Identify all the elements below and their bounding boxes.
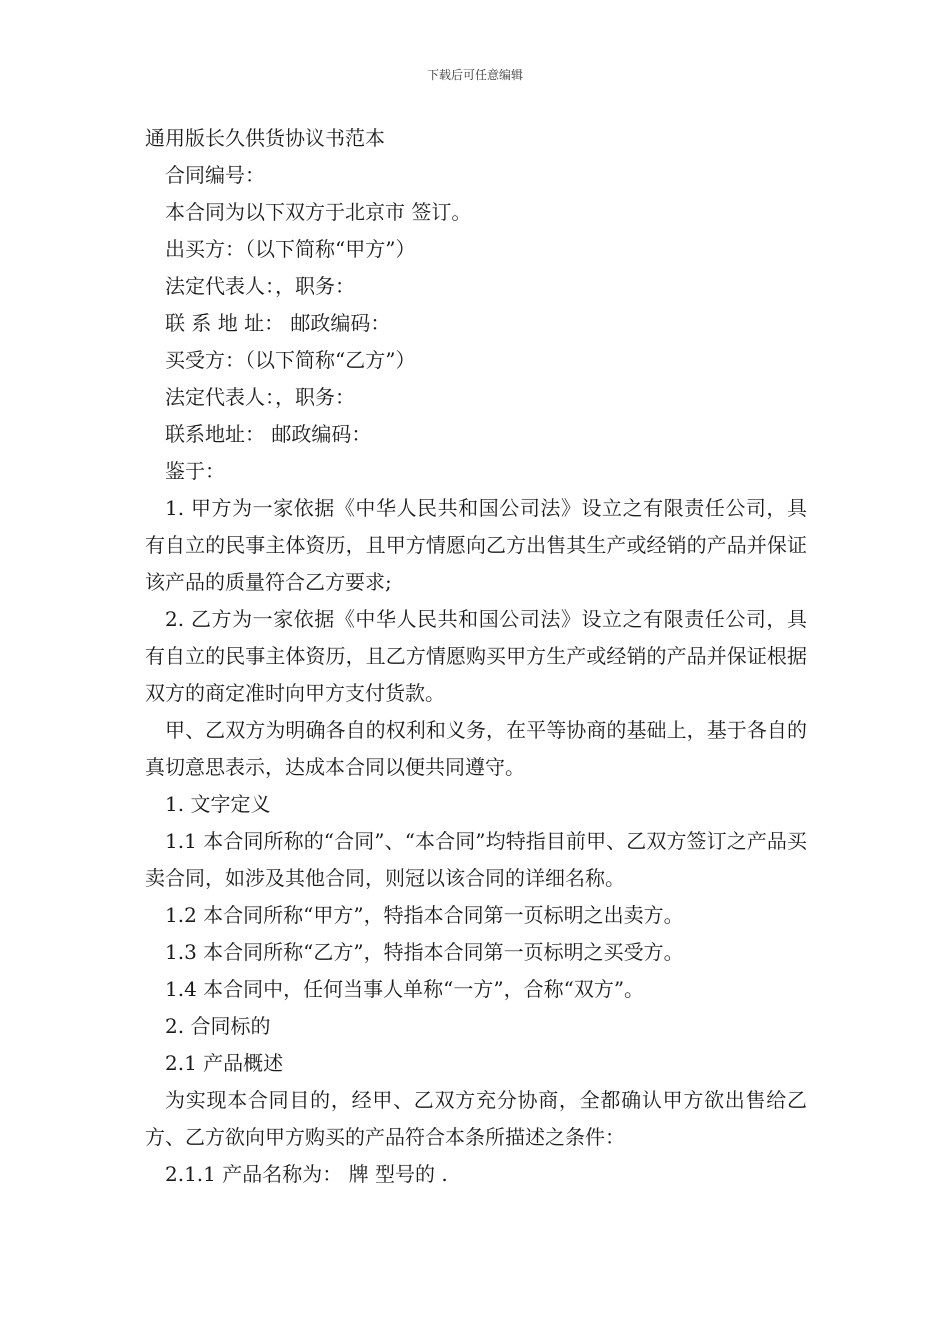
whereas-clause-2: 2. 乙方为一家依据《中华人民共和国公司法》设立之有限责任公司，具有自立的民事主体资历，且乙方情愿购买甲方生产或经销的产品并保证根据双方的商定准时向甲方支付货款。 (145, 607, 807, 705)
contract-number-line: 合同编号： (165, 163, 265, 187)
whereas-heading: 鉴于： (165, 459, 225, 483)
header-note: 下载后可任意编辑 (426, 68, 523, 82)
clause-2-1-heading: 2.1 产品概述 (165, 1051, 284, 1075)
clause-2-1-text: 为实现本合同目的，经甲、乙双方充分协商，全都确认甲方欲出售给乙方、乙方欲向甲方购买的产品符合本条所描述之条件： (145, 1088, 807, 1149)
purpose-paragraph: 甲、乙双方为明确各自的权利和义务，在平等协商的基础上，基于各自的真切意思表示，达成本合同以便共同遵守。 (145, 718, 807, 779)
intro-line: 本合同为以下双方于北京市 签订。 (165, 200, 472, 224)
seller-address-line: 联 系 地 址： 邮政编码： (165, 311, 391, 335)
buyer-representative-line: 法定代表人：，职务： (165, 385, 355, 409)
clause-1-1: 1.1 本合同所称的“合同”、“本合同”均特指目前甲、乙双方签订之产品买卖合同，如涉及其他合同，则冠以该合同的详细名称。 (145, 829, 807, 890)
clause-2-1-1: 2.1.1 产品名称为： 牌 型号的 . (165, 1162, 448, 1186)
buyer-line: 买受方：（以下简称“乙方”） (165, 348, 416, 372)
whereas-clause-1: 1. 甲方为一家依据《中华人民共和国公司法》设立之有限责任公司，具有自立的民事主体资历，且甲方情愿向乙方出售其生产或经销的产品并保证该产品的质量符合乙方要求; (145, 496, 807, 594)
clause-1-2: 1.2 本合同所称“甲方”，特指本合同第一页标明之出卖方。 (165, 903, 684, 927)
seller-line: 出买方：（以下简称“甲方”） (165, 237, 416, 261)
section-2-heading: 2. 合同标的 (165, 1014, 271, 1038)
document-body (145, 120, 807, 1193)
document-title: 通用版长久供货协议书范本 (145, 126, 385, 150)
clause-1-3: 1.3 本合同所称“乙方”，特指本合同第一页标明之买受方。 (165, 940, 684, 964)
seller-representative-line: 法定代表人：，职务： (165, 274, 355, 298)
section-1-heading: 1. 文字定义 (165, 792, 271, 816)
buyer-address-line: 联系地址： 邮政编码： (165, 422, 372, 446)
clause-1-4: 1.4 本合同中，任何当事人单称“一方”，合称“双方”。 (165, 977, 645, 1001)
